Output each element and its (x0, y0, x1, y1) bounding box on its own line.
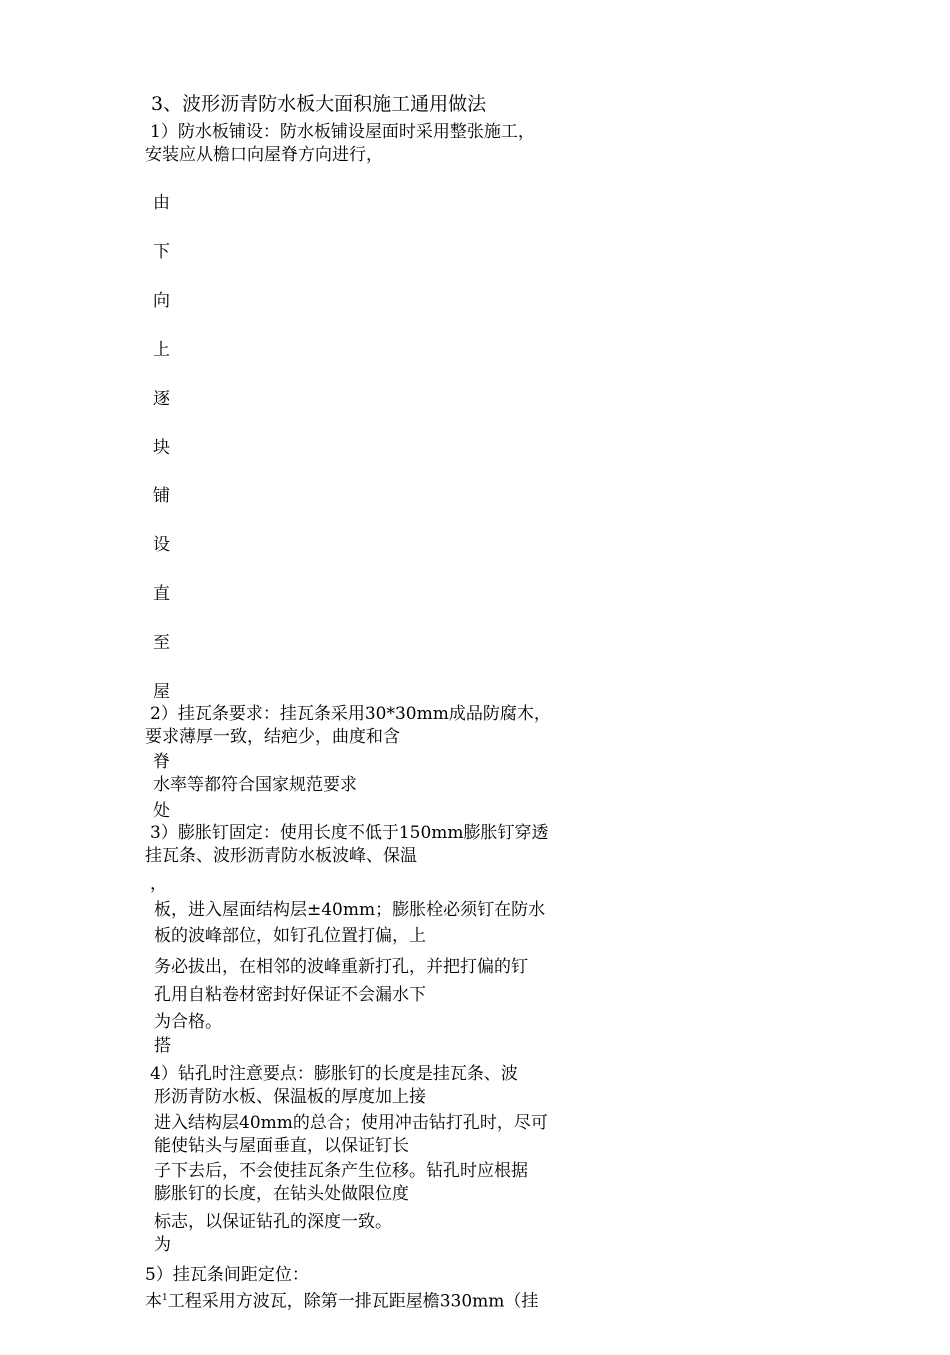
p4-line2: 形沥青防水板、保温板的厚度加上接 (154, 1087, 426, 1107)
p5-line2 (145, 1286, 538, 1314)
vertical-char: 铺 (153, 486, 170, 506)
vertical-char: 至 (153, 633, 170, 653)
p5-line1: 5）挂瓦条间距定位： (145, 1265, 309, 1285)
p3-line4: 板的波峰部位，如钉孔位置打偏，上 (154, 926, 426, 946)
p1-line2: 安装应从檐口向屋脊方向进行， (145, 145, 383, 165)
vertical-char: 块 (153, 438, 170, 458)
p4-line1: 4）钻孔时注意要点：膨胀钉的长度是挂瓦条、波 (150, 1064, 518, 1084)
vertical-char: 设 (153, 535, 170, 555)
p3-char: ， (150, 874, 167, 894)
p2-char: 脊 (153, 752, 170, 772)
vertical-char: 直 (153, 584, 170, 604)
p3-line6: 孔用自粘卷材密封好保证不会漏水下 (154, 985, 426, 1005)
p4-line5: 子下去后，不会使挂瓦条产生位移。钻孔时应根据 (154, 1161, 528, 1181)
p3-line7: 为合格。 (154, 1012, 222, 1032)
vertical-char: 上 (153, 340, 170, 360)
p4-line6: 膨胀钉的长度，在钻头处做限位度 (154, 1184, 409, 1204)
p1-line1: 1）防水板铺设：防水板铺设屋面时采用整张施工， (150, 122, 535, 142)
p4-char: 为 (154, 1235, 171, 1255)
p4-line4: 能使钻头与屋面垂直，以保证钉长 (154, 1136, 409, 1156)
p2-line2: 要求薄厚一致，结疤少，曲度和含 (145, 727, 400, 747)
vertical-char: 屋 (153, 682, 170, 702)
p3-line3: 板，进入屋面结构层±40mm；膨胀栓必须钉在防水 (154, 900, 546, 920)
p2-char: 处 (153, 801, 170, 821)
p3-line2: 挂瓦条、波形沥青防水板波峰、保温 (145, 846, 417, 866)
p2-line1: 2）挂瓦条要求：挂瓦条采用30*30mm成品防腐木， (150, 704, 551, 724)
p4-line3: 进入结构层40mm的总合；使用冲击钻打孔时，尽可 (154, 1113, 548, 1133)
p2-line3: 水率等都符合国家规范要求 (153, 775, 357, 795)
p3-line1: 3）膨胀钉固定：使用长度不低于150mm膨胀钉穿透 (150, 823, 549, 843)
vertical-char: 逐 (153, 389, 170, 409)
vertical-char: 向 (153, 291, 170, 311)
p3-line5: 务必拔出，在相邻的波峰重新打孔，并把打偏的钉 (154, 957, 528, 977)
p3-char: 搭 (154, 1036, 171, 1056)
p4-line7: 标志，以保证钻孔的深度一致。 (154, 1212, 392, 1232)
superscript-mark: 1 (162, 1293, 168, 1303)
p5-line2-start: 本 (145, 1291, 162, 1312)
section-title: 3、波形沥青防水板大面积施工通用做法 (151, 93, 487, 115)
vertical-char: 由 (153, 193, 170, 213)
vertical-char: 下 (153, 242, 170, 262)
p5-line2-rest: 工程采用方波瓦，除第一排瓦距屋檐330mm（挂 (167, 1291, 539, 1312)
